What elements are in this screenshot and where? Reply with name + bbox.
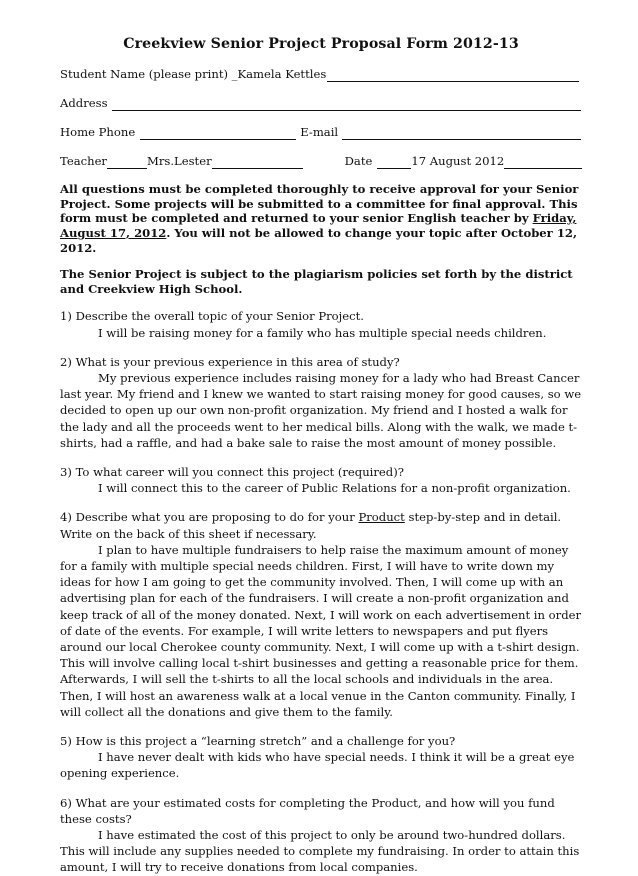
teacher-date-row: [60, 153, 582, 169]
email-field[interactable]: [342, 127, 581, 140]
answer-3[interactable]: I will connect this to the career of Public Relations for a non-profit organization.: [98, 481, 571, 496]
notice-text-1: All questions must be completed thoroughly to receive approval for your Senior Project. Some projects will be submitted to a committee for final approval. This form must be completed and returned to your senior English teacher by: [60, 182, 579, 226]
question-4: [60, 509, 582, 541]
question-block-4: [60, 509, 582, 720]
question-1: 1) Describe the overall topic of your Senior Project.: [60, 309, 364, 324]
address-row: [60, 95, 582, 111]
email-label: E-mail: [300, 125, 339, 139]
answer-4[interactable]: I plan to have multiple fundraisers to help raise the maximum amount of money for a family with multiple special needs children. First, I will have to write down my ideas for how I am going to get the community involved. Then, I will come up with an advertising plan for each of the fundraisers. I will create a non-profit organization and keep track of all of the money donated. Next, I will work on each advertisement in order of date of the events. For example, I will write letters to newspapers and put flyers around our local Cherokee county community. Next, I will come up with a t-shirt design. This will involve calling local t-shirt businesses and getting a reasonable price for them. Afterwards, I will sell the t-shirts to all the local schools and individuals in the area. Then, I will host an awareness walk at a local venue in the Canton community. Finally, I will collect all the donations and give them to the family.: [60, 542, 582, 719]
phone-email-row: [60, 124, 582, 140]
question-block-2: [60, 354, 582, 451]
date-label: Date: [344, 154, 373, 168]
student-name-row: [60, 66, 582, 82]
teacher-rule-left: [107, 156, 147, 169]
form-title: Creekview Senior Project Proposal Form 2012-13: [123, 36, 519, 52]
question-3: 3) To what career will you connect this project (required)?: [60, 464, 404, 479]
home-phone-field[interactable]: [140, 127, 296, 140]
answer-2[interactable]: My previous experience includes raising money for a lady who had Breast Cancer last year. My friend and I knew we wanted to start raising money for good causes, so we decided to open up our own non-profit organization. My friend and I hosted a walk for the lady and all the proceeds went to her medical bills. Along with the walk, we made t-shirts, had a raffle, and had a bake sale to raise the most amount of money possible.: [60, 370, 582, 450]
question-block-1: [60, 308, 582, 340]
question-4-product: Product: [358, 510, 405, 525]
answer-5[interactable]: I have never dealt with kids who have special needs. I think it will be a great eye opening experience.: [60, 750, 575, 781]
question-block-3: [60, 464, 582, 496]
answer-6[interactable]: I have estimated the cost of this project to only be around two-hundred dollars. This will include any supplies needed to complete my fundraising. In order to attain this amount, I will try to receive donations from local companies.: [60, 828, 580, 875]
student-name-label: Student Name (please print) _: [60, 67, 238, 81]
question-6: 6) What are your estimated costs for completing the Product, and how will you fund these costs?: [60, 795, 555, 826]
date-field[interactable]: 17 August 2012: [411, 154, 505, 168]
teacher-label: Teacher: [60, 154, 107, 168]
teacher-field[interactable]: Mrs.Lester: [146, 154, 212, 168]
address-label: Address: [60, 96, 108, 110]
teacher-rule-right: [212, 156, 303, 169]
question-2: 2) What is your previous experience in this area of study?: [60, 354, 400, 369]
notice-text-2: . You will not be allowed to change your topic after October 12, 2012.: [60, 225, 577, 255]
date-rule-right: [504, 156, 582, 169]
question-block-6: [60, 795, 582, 876]
question-block-5: [60, 733, 582, 782]
question-5: 5) How is this project a “learning stretch” and a challenge for you?: [60, 734, 456, 749]
date-rule-left: [377, 156, 411, 169]
student-name-rule: [327, 69, 579, 82]
plagiarism-notice: The Senior Project is subject to the plagiarism policies set forth by the district and Creekview High School.: [60, 267, 573, 296]
address-field[interactable]: [112, 98, 581, 111]
question-4-post: step-by-step and in detail. Write on the back of this sheet if necessary.: [60, 510, 562, 541]
student-name-field[interactable]: Kamela Kettles: [237, 67, 327, 81]
question-4-pre: 4) Describe what you are proposing to do for your: [60, 510, 359, 525]
instructions-notice: [60, 182, 582, 255]
home-phone-label: Home Phone: [60, 125, 136, 139]
notice-deadline: Friday, August 17, 2012: [60, 211, 577, 240]
answer-1[interactable]: I will be raising money for a family who has multiple special needs children.: [98, 325, 547, 340]
